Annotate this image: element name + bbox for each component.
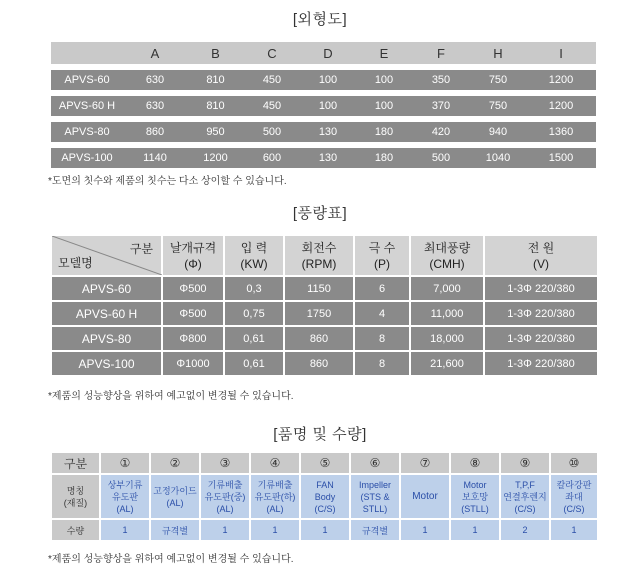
dimension-value-cell: 940: [470, 119, 526, 145]
part-number-cell: ①: [100, 453, 150, 474]
dimensions-row: [51, 67, 596, 93]
model-name-cell: APVS-60: [52, 276, 162, 301]
airflow-note: *제품의 성능향상을 위하여 예고없이 변경될 수 있습니다.: [48, 391, 294, 402]
airflow-value-cell: 860: [284, 326, 354, 351]
dimension-value-cell: 1140: [123, 145, 187, 168]
model-name-cell: APVS-60: [51, 67, 123, 93]
dimension-value-cell: 420: [412, 119, 470, 145]
airflow-value-cell: 860: [284, 351, 354, 375]
dimension-value-cell: 1360: [526, 119, 596, 145]
parts-qty-label: 수량: [52, 519, 100, 540]
airflow-value-cell: Φ800: [162, 326, 224, 351]
part-name-cell: [350, 474, 400, 519]
airflow-value-cell: 1150: [284, 276, 354, 301]
part-qty-cell: 1: [300, 519, 350, 540]
part-qty-cell: 1: [100, 519, 150, 540]
part-name-line: 좌대: [565, 491, 583, 502]
airflow-value-cell: Φ500: [162, 276, 224, 301]
dimension-value-cell: 100: [300, 67, 356, 93]
part-name-line: (AL): [166, 497, 184, 508]
part-number-cell: ②: [150, 453, 200, 474]
airflow-value-cell: Φ500: [162, 301, 224, 326]
airflow-value-cell: 1-3Φ 220/380: [484, 351, 597, 375]
part-number-cell: ⑨: [500, 453, 550, 474]
dimensions-note: *도면의 칫수와 제품의 칫수는 다소 상이할 수 있습니다.: [48, 176, 287, 187]
part-name-line: (STLL): [461, 503, 489, 514]
airflow-row: [52, 326, 597, 351]
dimension-value-cell: 450: [244, 93, 300, 119]
part-name-line: 유도판: [111, 491, 139, 502]
airflow-value-cell: 0,3: [224, 276, 284, 301]
part-name-cell: [200, 474, 250, 519]
dimension-value-cell: 950: [187, 119, 244, 145]
airflow-value-cell: 6: [354, 276, 410, 301]
dimension-col-c: C: [244, 42, 300, 67]
airflow-title: [풍량표]: [292, 205, 348, 222]
airflow-corner-cell: [52, 236, 162, 276]
part-name-cell: [150, 474, 200, 519]
airflow-row: [52, 276, 597, 301]
model-name-cell: APVS-80: [52, 326, 162, 351]
header-unit: (RPM): [301, 256, 337, 271]
corner-bottom-label: 모델명: [58, 256, 93, 270]
dimension-value-cell: 810: [187, 93, 244, 119]
header-unit: (CMH): [429, 256, 465, 271]
parts-header-label: 구분: [52, 453, 100, 474]
airflow-table: [52, 236, 597, 375]
part-name-cell: [400, 474, 450, 519]
part-name-line: 유도판(하): [254, 491, 296, 502]
header-label: 입 력: [240, 240, 268, 255]
dimension-col-b: B: [187, 42, 244, 67]
airflow-value-cell: 1-3Φ 220/380: [484, 276, 597, 301]
header-label: 날개규격: [169, 240, 217, 255]
dimension-value-cell: 630: [123, 93, 187, 119]
airflow-header-cell: [284, 236, 354, 276]
part-name-line: 고정가이드: [153, 485, 197, 496]
part-qty-cell: 1: [200, 519, 250, 540]
dimension-col-e: E: [356, 42, 412, 67]
airflow-header-cell: [354, 236, 410, 276]
airflow-header-cell: [410, 236, 484, 276]
airflow-value-cell: 21,600: [410, 351, 484, 375]
dimension-value-cell: 130: [300, 145, 356, 168]
part-name-line: (C/S): [514, 503, 536, 514]
airflow-value-cell: 1-3Φ 220/380: [484, 301, 597, 326]
part-qty-cell: 규격별: [150, 519, 200, 540]
airflow-header-cell: [224, 236, 284, 276]
dimension-value-cell: 860: [123, 119, 187, 145]
part-name-line: 연결후렌지: [503, 491, 547, 502]
dimension-col-h: H: [470, 42, 526, 67]
dimension-value-cell: 100: [356, 93, 412, 119]
dimension-value-cell: 180: [356, 145, 412, 168]
part-name-line: (C/S): [563, 503, 585, 514]
corner-top-label: 구분: [129, 242, 153, 256]
model-name-cell: APVS-60 H: [51, 93, 123, 119]
airflow-value-cell: 7,000: [410, 276, 484, 301]
part-name-line: (AL): [266, 503, 284, 514]
model-name-cell: APVS-100: [51, 145, 123, 168]
header-unit: (P): [374, 256, 390, 271]
part-name-line: Body: [314, 491, 336, 502]
model-name-cell: APVS-60 H: [52, 301, 162, 326]
airflow-row: [52, 301, 597, 326]
airflow-value-cell: 8: [354, 326, 410, 351]
dimensions-row: [51, 93, 596, 119]
dimension-col-i: I: [526, 42, 596, 67]
part-name-line: Impeller: [358, 479, 391, 490]
dimension-col-f: F: [412, 42, 470, 67]
dimensions-row: [51, 119, 596, 145]
part-number-cell: ⑤: [300, 453, 350, 474]
part-name-cell: [550, 474, 597, 519]
airflow-value-cell: 1750: [284, 301, 354, 326]
dimension-value-cell: 130: [300, 119, 356, 145]
airflow-value-cell: 4: [354, 301, 410, 326]
airflow-row: [52, 351, 597, 375]
dimension-value-cell: 600: [244, 145, 300, 168]
airflow-header-cell: [162, 236, 224, 276]
part-number-cell: ⑧: [450, 453, 500, 474]
part-qty-cell: 규격별: [350, 519, 400, 540]
model-name-cell: APVS-100: [52, 351, 162, 375]
dimension-value-cell: 500: [244, 119, 300, 145]
header-unit: (KW): [240, 256, 268, 271]
part-name-line: 보호망: [461, 491, 489, 502]
part-name-line: Motor: [412, 490, 438, 502]
part-number-cell: ⑥: [350, 453, 400, 474]
part-number-cell: ⑦: [400, 453, 450, 474]
header-unit: (V): [533, 256, 549, 271]
part-name-line: (C/S): [314, 503, 336, 514]
airflow-value-cell: 8: [354, 351, 410, 375]
part-qty-cell: 1: [450, 519, 500, 540]
airflow-value-cell: 0,61: [224, 326, 284, 351]
dimension-value-cell: 180: [356, 119, 412, 145]
dimension-value-cell: 1200: [526, 93, 596, 119]
airflow-value-cell: 0,75: [224, 301, 284, 326]
dimensions-title: [외형도]: [292, 11, 348, 28]
part-name-line: 기류배출: [257, 479, 293, 490]
parts-name-label: 명칭 (재질): [52, 474, 100, 519]
part-name-cell: [300, 474, 350, 519]
parts-title: [품명 및 수량]: [273, 426, 367, 443]
dimension-value-cell: 370: [412, 93, 470, 119]
airflow-value-cell: 1-3Φ 220/380: [484, 326, 597, 351]
part-name-line: (AL): [116, 503, 134, 514]
dimension-value-cell: 450: [244, 67, 300, 93]
dimensions-row: [51, 145, 596, 168]
dimension-value-cell: 100: [300, 93, 356, 119]
dimension-col-d: D: [300, 42, 356, 67]
part-number-cell: ④: [250, 453, 300, 474]
part-qty-cell: 1: [400, 519, 450, 540]
part-name-line: (STS &: [360, 491, 390, 502]
dimension-value-cell: 1500: [526, 145, 596, 168]
dimension-value-cell: 100: [356, 67, 412, 93]
parts-table: [52, 453, 597, 540]
model-name-cell: APVS-80: [51, 119, 123, 145]
part-name-line: Motor: [463, 479, 487, 490]
part-name-cell: [100, 474, 150, 519]
part-name-line: 기류배출: [207, 479, 243, 490]
airflow-value-cell: 18,000: [410, 326, 484, 351]
part-name-cell: [500, 474, 550, 519]
part-name-line: FAN: [316, 479, 334, 490]
parts-note: *제품의 성능향상을 위하여 예고없이 변경될 수 있습니다.: [48, 554, 294, 565]
part-number-cell: ③: [200, 453, 250, 474]
part-name-line: (AL): [216, 503, 234, 514]
part-name-line: 유도판(중): [204, 491, 246, 502]
part-qty-cell: 2: [500, 519, 550, 540]
dimension-col-model: [51, 42, 123, 67]
part-name-cell: [450, 474, 500, 519]
dimensions-header-row: [51, 42, 596, 67]
dimensions-table: [51, 42, 596, 168]
dimension-value-cell: 750: [470, 67, 526, 93]
header-label: 최대풍량: [423, 240, 471, 255]
header-label: 회전수: [301, 240, 337, 255]
part-name-line: STLL): [362, 503, 388, 514]
header-label: 전 원: [527, 240, 555, 255]
part-number-cell: ⑩: [550, 453, 597, 474]
dimension-value-cell: 1200: [526, 67, 596, 93]
dimension-value-cell: 350: [412, 67, 470, 93]
dimension-col-a: A: [123, 42, 187, 67]
part-name-line: 상부기류: [107, 479, 143, 490]
airflow-value-cell: 0,61: [224, 351, 284, 375]
dimension-value-cell: 1040: [470, 145, 526, 168]
dimension-value-cell: 500: [412, 145, 470, 168]
header-label: 극 수: [368, 240, 396, 255]
airflow-header-cell: [484, 236, 597, 276]
dimension-value-cell: 1200: [187, 145, 244, 168]
dimension-value-cell: 750: [470, 93, 526, 119]
part-qty-cell: 1: [550, 519, 597, 540]
header-unit: (Φ): [184, 256, 202, 271]
part-name-line: 칼라강판: [556, 479, 592, 490]
airflow-value-cell: Φ1000: [162, 351, 224, 375]
part-name-line: T,P,F: [515, 479, 535, 490]
part-name-cell: [250, 474, 300, 519]
dimension-value-cell: 810: [187, 67, 244, 93]
part-qty-cell: 1: [250, 519, 300, 540]
airflow-value-cell: 11,000: [410, 301, 484, 326]
dimension-value-cell: 630: [123, 67, 187, 93]
